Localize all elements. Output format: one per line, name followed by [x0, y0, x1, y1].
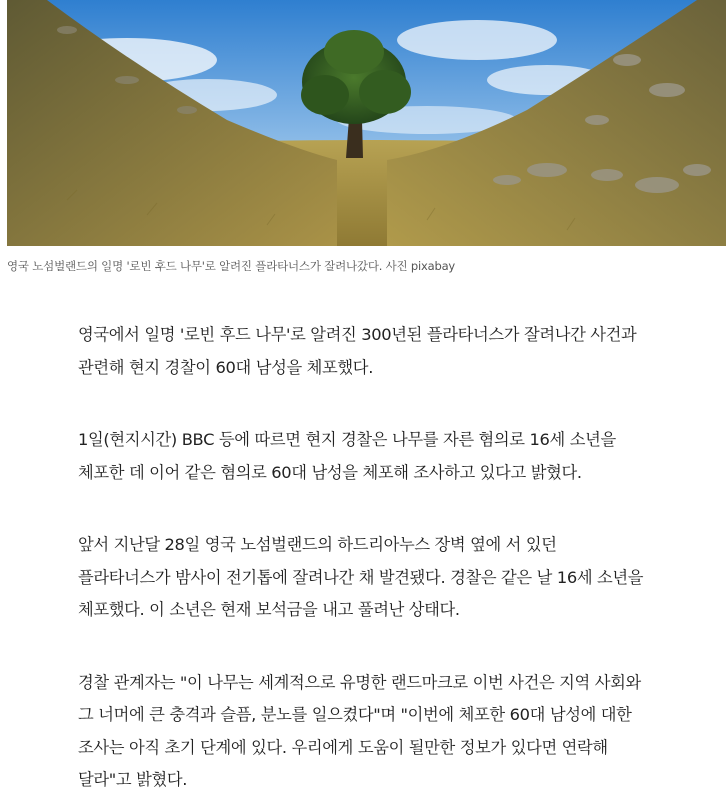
- paragraph-line: 체포한 데 이어 같은 혐의로 60대 남성을 체포해 조사하고 있다고 밝혔다.: [78, 462, 582, 482]
- paragraph-line: 달라"고 밝혔다.: [78, 770, 188, 789]
- sycamore-gap-tree-image: [7, 0, 726, 246]
- article-body: [78, 319, 678, 791]
- article-paragraph: [78, 319, 678, 384]
- paragraph-line: 경찰 관계자는 "이 나무는 세계적으로 유명한 랜드마크로 이번 사건은 지역 사회와: [78, 672, 641, 692]
- paragraph-line: 그 너머에 큰 충격과 슬픔, 분노를 일으켰다"며 "이번에 체포한 60대 남성에 대한: [78, 705, 632, 724]
- article-paragraph: [78, 667, 678, 791]
- paragraph-line: 관련해 현지 경찰이 60대 남성을 체포했다.: [78, 357, 374, 377]
- paragraph-line: 영국에서 일명 '로빈 후드 나무'로 알려진 300년된 플라타너스가 잘려나간 사건과: [78, 325, 637, 344]
- article-paragraph: [78, 529, 678, 627]
- article-photo: [7, 0, 726, 246]
- paragraph-line: 체포했다. 이 소년은 현재 보석금을 내고 풀려난 상태다.: [78, 600, 460, 619]
- paragraph-line: 앞서 지난달 28일 영국 노섬벌랜드의 하드리아누스 장벽 옆에 서 있던: [78, 535, 557, 554]
- article-paragraph: [78, 424, 678, 489]
- photo-caption: 영국 노섬벌랜드의 일명 '로빈 후드 나무'로 알려진 플라타너스가 잘려나갔다. 사진 pixabay: [7, 259, 456, 273]
- paragraph-line: 플라타너스가 밤사이 전기톱에 잘려나간 채 발견됐다. 경찰은 같은 날 16세 소년을: [78, 567, 644, 587]
- paragraph-line: 1일(현지시간) BBC 등에 따르면 현지 경찰은 나무를 자른 혐의로 16세 소년을: [78, 430, 616, 449]
- paragraph-line: 조사는 아직 초기 단계에 있다. 우리에게 도움이 될만한 정보가 있다면 연락해: [78, 737, 608, 757]
